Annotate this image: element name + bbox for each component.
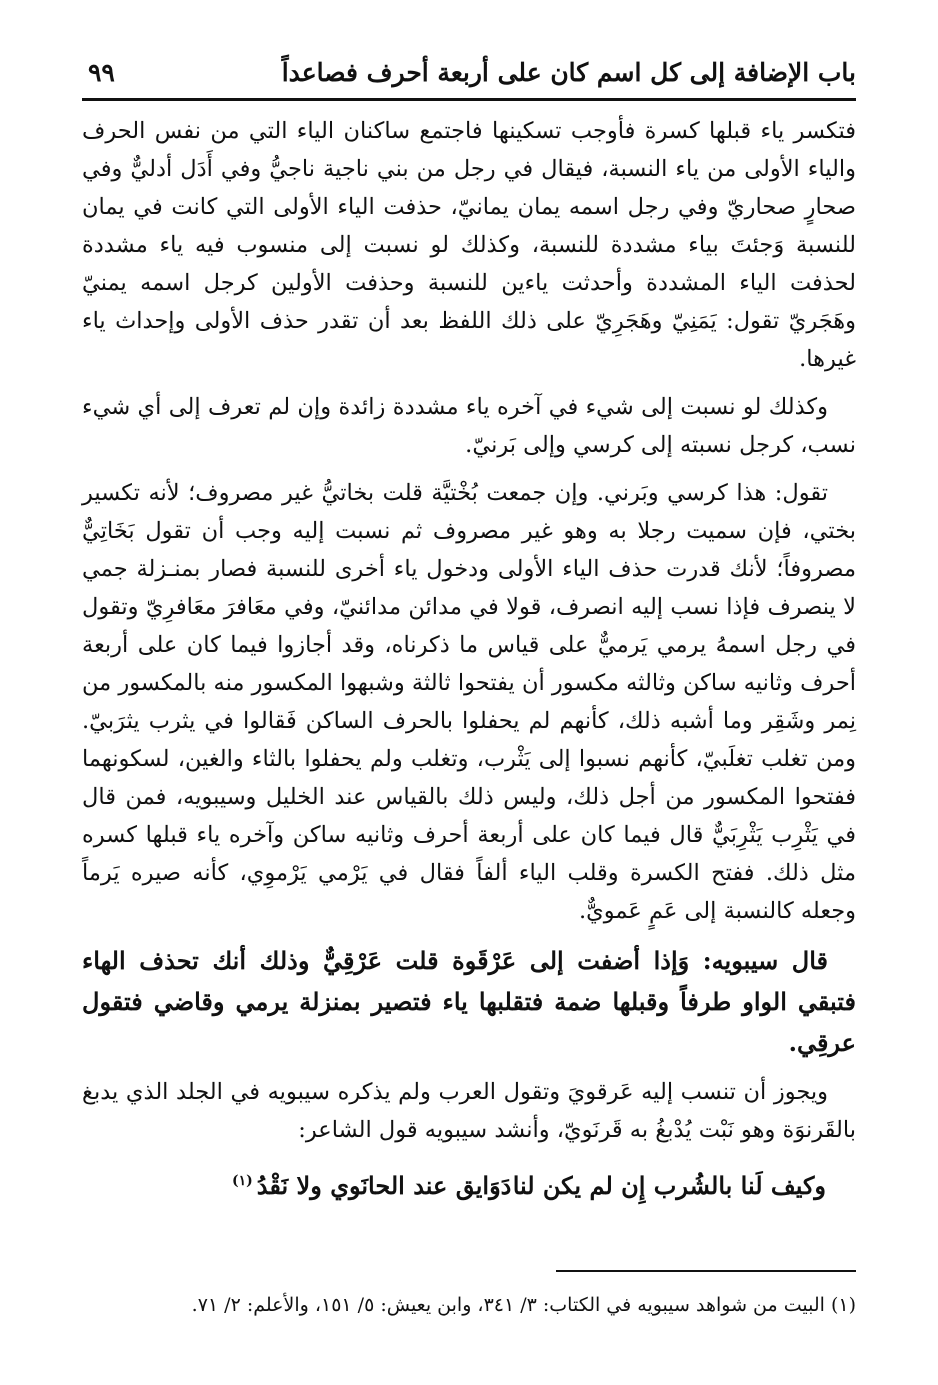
page-number: ٩٩ (88, 58, 115, 87)
footnote-divider (556, 1270, 856, 1272)
verse-second-text: دَوَايق عند الحانَوي ولا نَقْدُ (256, 1171, 512, 1200)
header-divider (82, 98, 856, 101)
verse-second-hemistich (232, 1159, 511, 1208)
running-header (88, 40, 856, 88)
footnote: (١) البيت من شواهد سيبويه في الكتاب: ٣/ ٣٤١، وابن يعيش: ٥/ ١٥١، والأعلم: ٢/ ٧١. (191, 1294, 856, 1316)
paragraph: وكذلك لو نسبت إلى شيء في آخره ياء مشددة زائدة وإن لم تعرف إلى أي شيء نسب، كرجل نسبته إلى كرسي وإلى بَرنيّ. (82, 394, 856, 458)
paragraph: ويجوز أن تنسب إليه عَرقويَ وتقول العرب ولم يذكره سيبويه في الجلد الذي يدبغ بالقَرنوَة وهو نَبْت يُدْبغُ به قَرنَويّ، وأنشد سيبويه قول الشاعر: (82, 1079, 856, 1143)
main-text (82, 112, 856, 1208)
chapter-title: باب الإضافة إلى كل اسم كان على أربعة أحرف فصاعداً (281, 58, 856, 87)
paragraph: فتكسر ياء قبلها كسرة فأوجب تسكينها فاجتمع ساكنان الياء التي من نفس الحرف والياء الأولى من ياء النسبة، فيقال في رجل من بني ناجية ناجيُّ وفي أَدَل أدليٌّ وفي صحارٍ صحاريّ وفي رجل اسمه يمان يمانيّ، حذفت الياء الأولى التي كانت في يمان للنسبة وَجئتَ بياء مشددة للنسبة، وكذلك لو نسبت إلى منسوب فيه ياء مشددة لحذفت الياء المشددة وأحدثت ياءين للنسبة وحذفت الأولين كرجل اسمه يمنيّ وهَجَريّ تقول: يَمَنِيّ وهَجَرِيّ على ذلك اللفظ بعد أن تقدر حذف الأولى وإحداث ياء غيرها. (82, 118, 856, 372)
verse-first-hemistich: وكيف لَنا بالشُرب إِن لم يكن لنا (512, 1171, 826, 1200)
sibawayh-quote: قال سيبويه: وَإذا أضفت إلى عَرْقَوة قلت عَرْقِيٌّ وذلك أنك تحذف الهاء فتبقي الواو طرفاً وقبلها ضمة فتقلبها ياء فتصير بمنزلة يرمي وقاضي فتقول عرقِي. (82, 946, 856, 1057)
paragraph: تقول: هذا كرسي وبَرني. وإن جمعت بُخْتيَّة قلت بخاتيُّ غير مصروف؛ لأنه تكسير بختي، فإن سميت رجلا به وهو غير مصروف ثم نسبت إليه وجب أن تقول بَخَاتِيٌّ مصروفاً؛ لأنك قدرت حذف الياء الأولى ودخول ياء أخرى للنسبة فصار بمنـزلة جمي لا ينصرف فإذا نسب إليه انصرف، قولا في مدائن مدائنيّ، وفي معَافرَ معَافرِيّ وتقول في رجل اسمهُ يرمي يَرميٌّ على قياس ما ذكرناه، وقد أجازوا فيما كان على أربعة أحرف وثانيه ساكن وثالثه مكسور أن يفتحوا ثالثة وشبهوا المكسور منه بالمكسور من نِمر وشَقِر وما أشبه ذلك، كأنهم لم يحفلوا بالحرف الساكن فَقالوا في يثرب يثرَبيّ. ومن تغلب تغلَبيّ، كأنهم نسبوا إلى يَثْرب، وتغلب ولم يحفلوا بالثاء والغين، لسكونهما ففتحوا المكسور من أجل ذلك، وليس ذلك بالقياس عند الخليل وسيبويه، فمن قال في يَثْرِب يَثْرِبَيٌّ قال فيما كان على أربعة أحرف وثانيه ساكن وآخره ياء قبلها كسره مثل ذلك. ففتح الكسرة وقلب الياء ألفاً فقال في يَرْمي يَرْموِي، كأنه صيره يَرماً وجعله كالنسبة إلى عَمٍ عَمويٌّ. (82, 480, 856, 924)
poetry-verse (82, 1159, 856, 1208)
footnote-reference: (١) (232, 1173, 253, 1189)
